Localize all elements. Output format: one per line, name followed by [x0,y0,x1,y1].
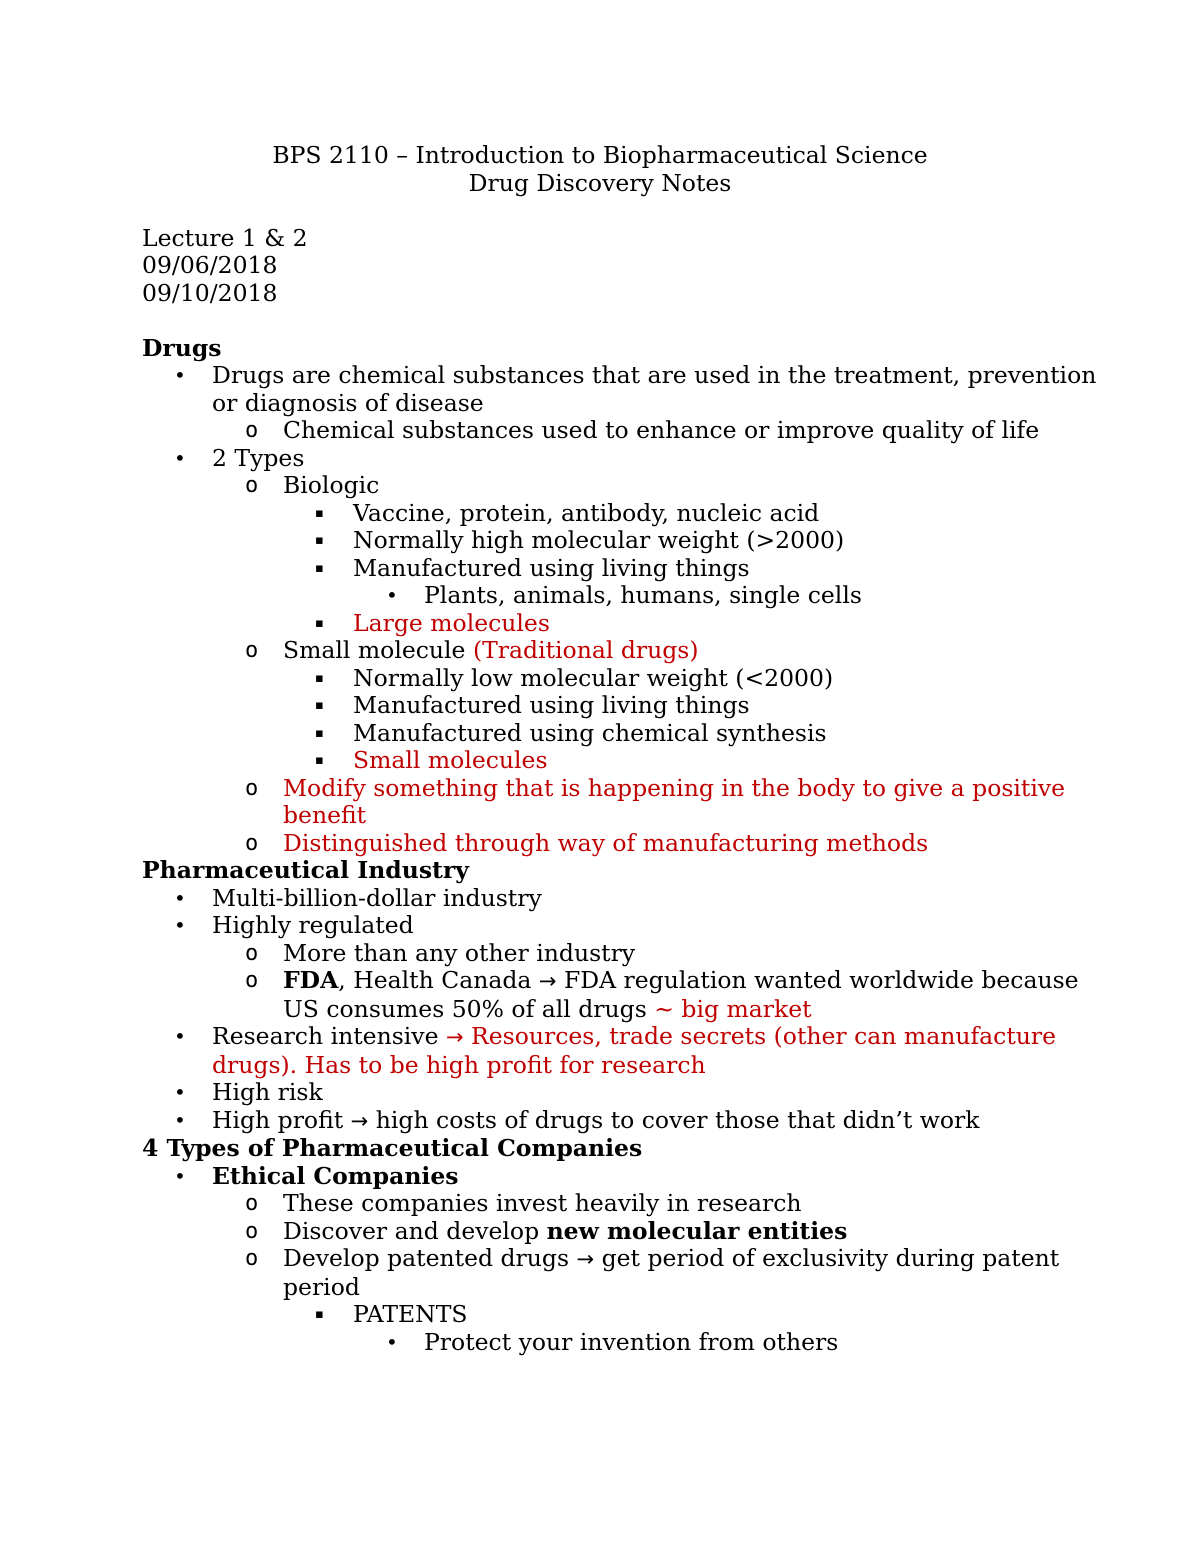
item-text: Multi-billion-dollar industry [212,883,542,912]
list-item [142,1023,1100,1079]
item-text: More than any other industry [283,938,636,967]
list-item [142,775,1100,830]
item-text-bold: FDA [283,966,339,994]
square-bullet-icon: ▪ [315,725,324,741]
list-item [142,1163,1100,1191]
item-text-highlight: Modify something that is happening in the body to give a positive benefit [283,773,1066,829]
item-text: Manufactured using living things [353,691,750,719]
circle-bullet-icon: o [245,940,259,966]
item-text: Protect your invention from others [424,1327,839,1356]
item-text: Normally low molecular weight (<2000) [353,663,834,692]
bullet-icon: • [174,1024,186,1048]
document-title: BPS 2110 – Introduction to Biopharmaceutical Science [272,141,928,169]
item-text: high costs of drugs to cover those that didn’t work [368,1105,980,1134]
item-text: Highly regulated [212,911,414,939]
list-item [142,417,1100,445]
list-item [142,967,1100,1023]
square-bullet-icon: ▪ [315,615,324,631]
bullet-icon: • [174,363,186,387]
item-text: Vaccine, protein, antibody, nucleic acid [353,498,820,527]
bullet-icon: • [174,445,186,470]
item-text: Normally high molecular weight (>2000) [353,526,845,554]
list-item [142,830,1100,858]
square-bullet-icon: ▪ [315,560,324,576]
item-text: Develop patented drugs [283,1244,577,1272]
item-text: FDA regulation wanted worldwide because US consumes 50% of all drugs [283,966,1079,1023]
circle-bullet-icon: o [245,1218,259,1244]
list-item [142,912,1100,940]
list-item [142,1245,1100,1301]
spacer [142,197,1100,225]
list-item [142,940,1100,968]
square-bullet-icon: ▪ [315,533,324,548]
item-text-bold: Ethical Companies [212,1161,459,1190]
list-item [142,1301,1100,1329]
bullet-icon: • [174,1080,186,1104]
bullet-icon: • [174,1163,186,1188]
item-text-highlight: Large molecules [353,608,550,637]
item-text: Manufactured using living things [353,553,750,582]
list-item [142,637,1100,665]
item-text: High risk [212,1078,323,1106]
bullet-icon: • [386,583,398,607]
bullet-icon: • [386,1329,398,1354]
circle-bullet-icon: o [245,1246,259,1271]
item-text-highlight: Small molecules [353,746,548,774]
list-item [142,720,1100,748]
section-heading-pharma: Pharmaceutical Industry [142,856,469,884]
item-text: get period of exclusivity during patent period [283,1244,1060,1301]
circle-bullet-icon: o [245,473,259,498]
list-item [142,610,1100,638]
item-text: , Health Canada [338,966,539,994]
section-heading-drugs: Drugs [142,333,222,362]
circle-bullet-icon: o [245,830,259,856]
square-bullet-icon: ▪ [315,1307,324,1322]
item-text: Manufactured using chemical synthesis [353,718,827,747]
spacer [142,307,1100,335]
list-item [142,1079,1100,1107]
circle-bullet-icon: o [245,418,259,443]
lecture-label: Lecture 1 & 2 [142,223,308,252]
list-item [142,747,1100,775]
bullet-icon: • [174,885,186,910]
list-item [142,1329,1100,1357]
circle-bullet-icon: o [245,1191,259,1216]
item-text-highlight: Resources, trade secrets (other can manufacture drugs). Has to be high profit for research [212,1022,1057,1079]
list-item [142,527,1100,555]
section-heading-companies: 4 Types of Pharmaceutical Companies [142,1134,643,1162]
item-text-highlight: ~ big market [654,994,812,1023]
list-item [142,582,1100,610]
list-item [142,885,1100,913]
arrow-right-icon: → [538,969,557,993]
item-text: Small molecule [283,636,473,664]
bullet-icon: • [174,913,186,937]
list-item [142,472,1100,500]
item-text: Research intensive [212,1022,446,1050]
list-item [142,1107,1100,1136]
circle-bullet-icon: o [245,638,259,663]
circle-bullet-icon: o [245,968,259,993]
list-item [142,445,1100,473]
list-item [142,665,1100,693]
lecture-date-1: 09/06/2018 [142,251,278,279]
square-bullet-icon: ▪ [315,670,324,686]
item-text: PATENTS [353,1300,468,1328]
list-item [142,1218,1100,1246]
arrow-right-icon: → [445,1025,464,1049]
item-text: Plants, animals, humans, single cells [424,581,862,609]
bullet-icon: • [174,1107,186,1132]
item-text: High profit [212,1105,351,1134]
item-text-highlight: Distinguished through way of manufacturing methods [283,828,929,857]
square-bullet-icon: ▪ [315,753,324,768]
item-text: 2 Types [212,443,305,472]
item-text-bold: new molecular entities [546,1216,848,1245]
item-text: Chemical substances used to enhance or improve quality of life [283,416,1040,444]
item-text-highlight: (Traditional drugs) [472,636,699,664]
item-text: Drugs are chemical substances that are used in the treatment, prevention or diagnosis of disease [212,361,1097,417]
document-subtitle: Drug Discovery Notes [468,168,732,197]
item-text: These companies invest heavily in research [283,1189,802,1217]
list-item [142,555,1100,583]
list-item [142,362,1100,417]
list-item [142,1190,1100,1218]
item-text: Discover and develop [283,1216,547,1245]
lecture-date-2: 09/10/2018 [142,278,278,307]
square-bullet-icon: ▪ [315,505,324,521]
arrow-right-icon: → [576,1247,595,1271]
list-item [142,500,1100,528]
circle-bullet-icon: o [245,775,259,801]
list-item [142,692,1100,720]
item-text: Biologic [283,471,380,499]
square-bullet-icon: ▪ [315,698,324,713]
arrow-right-icon: → [350,1108,369,1133]
